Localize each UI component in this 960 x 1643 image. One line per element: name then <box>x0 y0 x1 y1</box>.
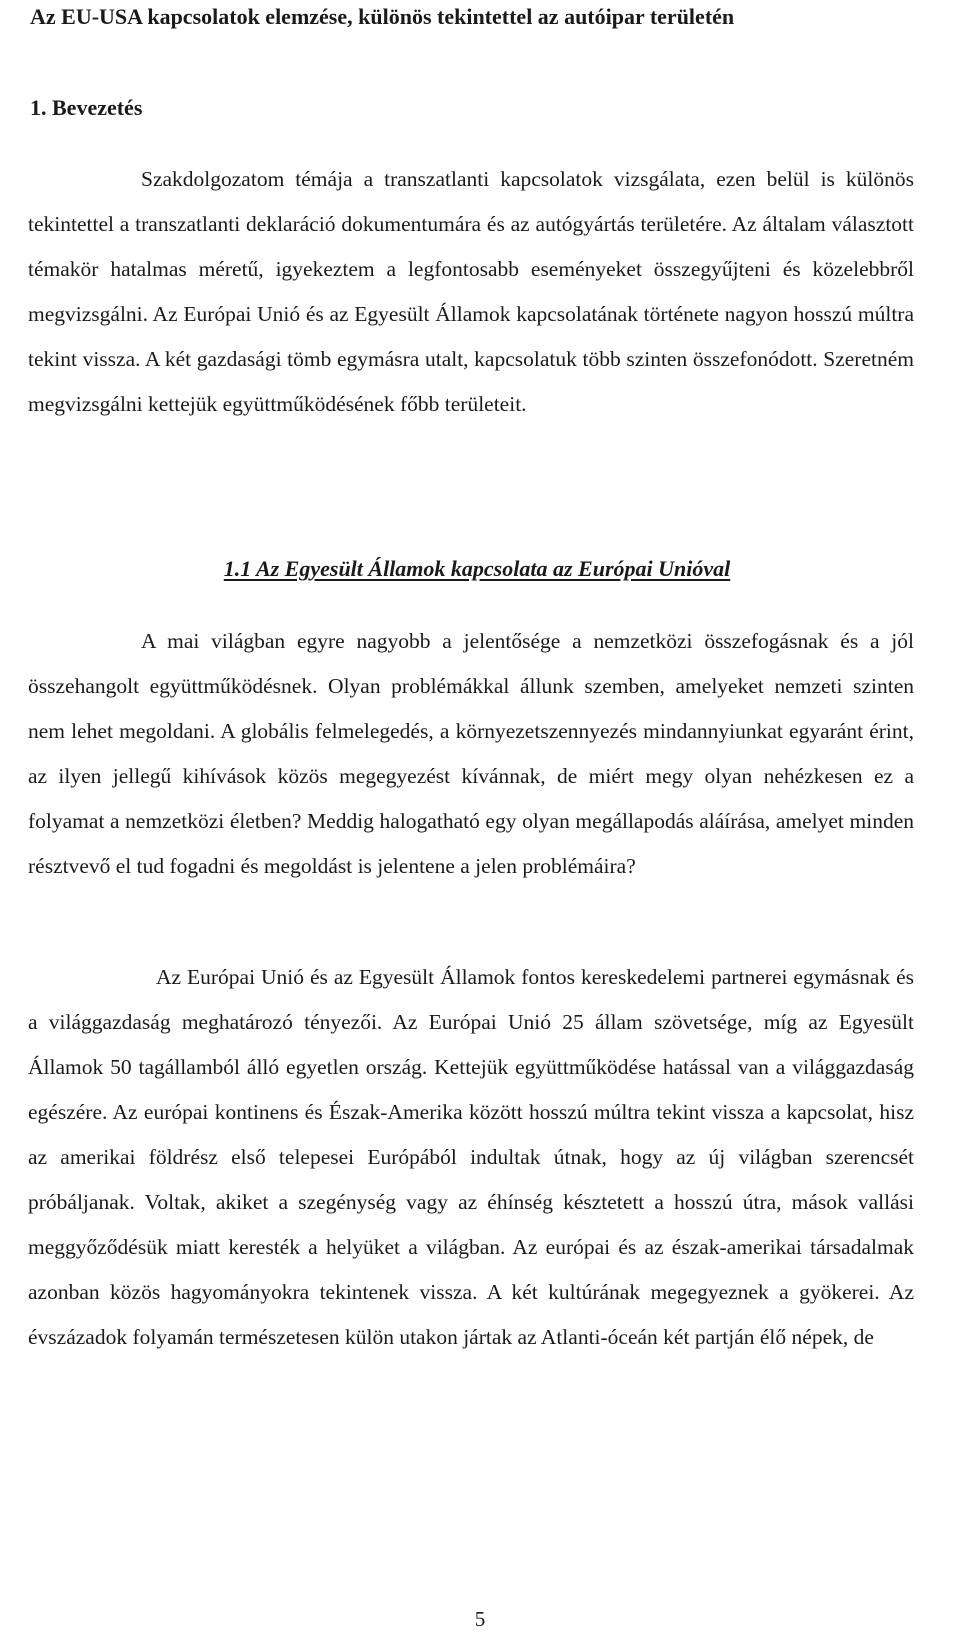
document-title: Az EU-USA kapcsolatok elemzése, különös tekintettel az autóipar területén <box>30 4 735 29</box>
body-paragraph: A mai világban egyre nagyobb a jelentősége a nemzetközi összefogásnak és a jól összehangolt együttműködésnek. Olyan problémákkal állunk szemben, amelyeket nemzeti szinten nem lehet megoldani. A globális felmelegedés, a környezetszennyezés mindannyiunkat egyaránt érint, az ilyen jellegű kihívások közös megegyezést kívánnak, de miért megy olyan nehézkesen ez a folyamat a nemzetközi életben? Meddig halogatható egy olyan megállapodás aláírása, amelyet minden résztvevő el tud fogadni és megoldást is jelentene a jelen problémáira? <box>28 629 914 878</box>
body-paragraph: Az Európai Unió és az Egyesült Államok fontos kereskedelemi partnerei egymásnak és a világgazdaság meghatározó tényezői. Az Európai Unió 25 állam szövetsége, míg az Egyesült Államok 50 tagállamból álló egyetlen ország. Kettejük együttműködése hatással van a világgazdaság egészére. Az európai kontinens és Észak-Amerika között hosszú múltra tekint vissza a kapcsolat, hisz az amerikai földrész első telepesei Európából indultak útnak, hogy az új világban szerencsét próbáljanak. Voltak, akiket a szegénység vagy az éhínség késztetett a hosszú útra, mások vallási meggyőződésük miatt keresték a helyüket a világban. Az európai és az észak-amerikai társadalmak azonban közös hagyományokra tekintenek vissza. A két kultúrának megegyeznek a gyökerei. Az évszázadok folyamán természetesen külön utakon jártak az Atlanti-óceán két partján élő népek, de <box>28 965 914 1349</box>
page-number: 5 <box>474 1607 486 1631</box>
intro-paragraph: Szakdolgozatom témája a transzatlanti kapcsolatok vizsgálata, ezen belül is különös tekintettel a transzatlanti deklaráció dokumentumára és az autógyártás területére. Az általam választott témakör hatalmas méretű, igyekeztem a legfontosabb eseményeket összegyűjteni és közelebbről megvizsgálni. Az Európai Unió és az Egyesült Államok kapcsolatának története nagyon hosszú múltra tekint vissza. A két gazdasági tömb egymásra utalt, kapcsolatuk több szinten összefonódott. Szeretném megvizsgálni kettejük együttműködésének főbb területeit. <box>28 167 914 416</box>
section-heading: 1. Bevezetés <box>30 95 143 120</box>
subsection-heading: 1.1 Az Egyesült Államok kapcsolata az Európai Unióval <box>223 556 731 581</box>
